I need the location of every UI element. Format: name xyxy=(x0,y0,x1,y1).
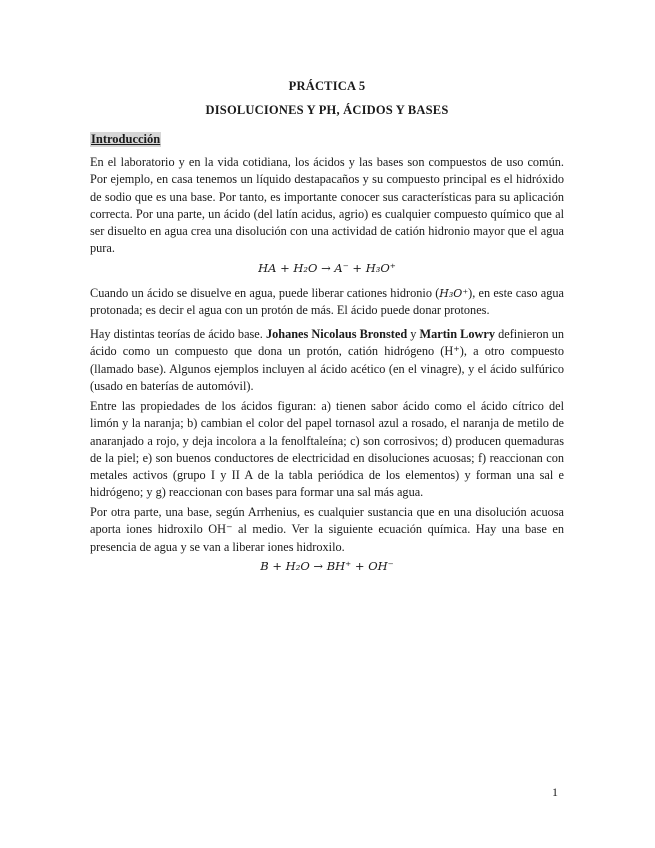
text-fragment: definieron un ácido como un compuesto que dona un protón, catión hidrógeno (H⁺), a otro compuesto (llamado base). Algunos ejemplos incluyen al ácido acético (en el vinagre), y el ácido sulfúrico (usado en baterías de automóvil). xyxy=(90,327,564,393)
text-fragment: ), en este caso agua protonada; es decir el agua con un protón de más. El ácido puede donar protones. xyxy=(90,286,564,318)
paragraph-hydronium xyxy=(90,285,564,320)
equation-base-reaction: B + H₂O → BH⁺ + OH⁻ xyxy=(260,559,394,573)
equation-acid-dissociation: HA + H₂O → A⁻ + H₃O⁺ xyxy=(258,261,396,275)
name-lowry: Martin Lowry xyxy=(419,327,495,341)
paragraph-acid-properties: Entre las propiedades de los ácidos figuran: a) tienen sabor ácido como el ácido cítrico del limón y la naranja; b) cambian el color del papel tornasol azul a rosado, el naranja de metilo de anaranjado a rojo, y deja incolora a la fenolftaleína; c) son corrosivos; d) producen quemaduras de la piel; e) son buenos conductores de electricidad en disoluciones acuosas; f) reaccionan con metales activos (grupo I y II A de la tabla periódica de los elementos) y forman una sal e hidrógeno; y g) reaccionan con bases para formar una sal más agua. xyxy=(90,399,564,500)
page-subtitle: DISOLUCIONES Y PH, ÁCIDOS Y BASES xyxy=(205,103,449,117)
page-number: 1 xyxy=(552,785,558,799)
paragraph-intro: En el laboratorio y en la vida cotidiana, los ácidos y las bases son compuestos de uso común. Por ejemplo, en casa tenemos un líquido destapacaños y su compuesto principal es el hidróxido de sodio que es una base. Por tanto, es importante conocer sus características para su aplicación correcta. Por una parte, un ácido (del latín acidus, agrio) es cualquier compuesto químico que al ser disuelto en agua crea una disolución con una actividad de catión hidronio mayor que el agua pura. xyxy=(90,155,564,256)
name-bronsted: Johanes Nicolaus Bronsted xyxy=(265,327,408,341)
text-fragment: Cuando un ácido se disuelve en agua, puede liberar cationes hidronio ( xyxy=(90,286,440,300)
section-heading: Introducción xyxy=(91,132,161,146)
text-fragment: y xyxy=(407,327,420,341)
paragraph-theories xyxy=(90,326,564,395)
paragraph-base-definition: Por otra parte, una base, según Arrhenius, es cualquier sustancia que en una disolución acuosa aporta iones hidroxilo OH⁻ al medio. Ver la siguiente ecuación química. Hay una base en presencia de agua y se van a liberar iones hidroxilo. xyxy=(90,505,564,554)
hydronium-formula: H₃O⁺ xyxy=(439,287,469,300)
page-title: PRÁCTICA 5 xyxy=(288,79,366,93)
text-fragment: Hay distintas teorías de ácido base. xyxy=(90,327,266,341)
